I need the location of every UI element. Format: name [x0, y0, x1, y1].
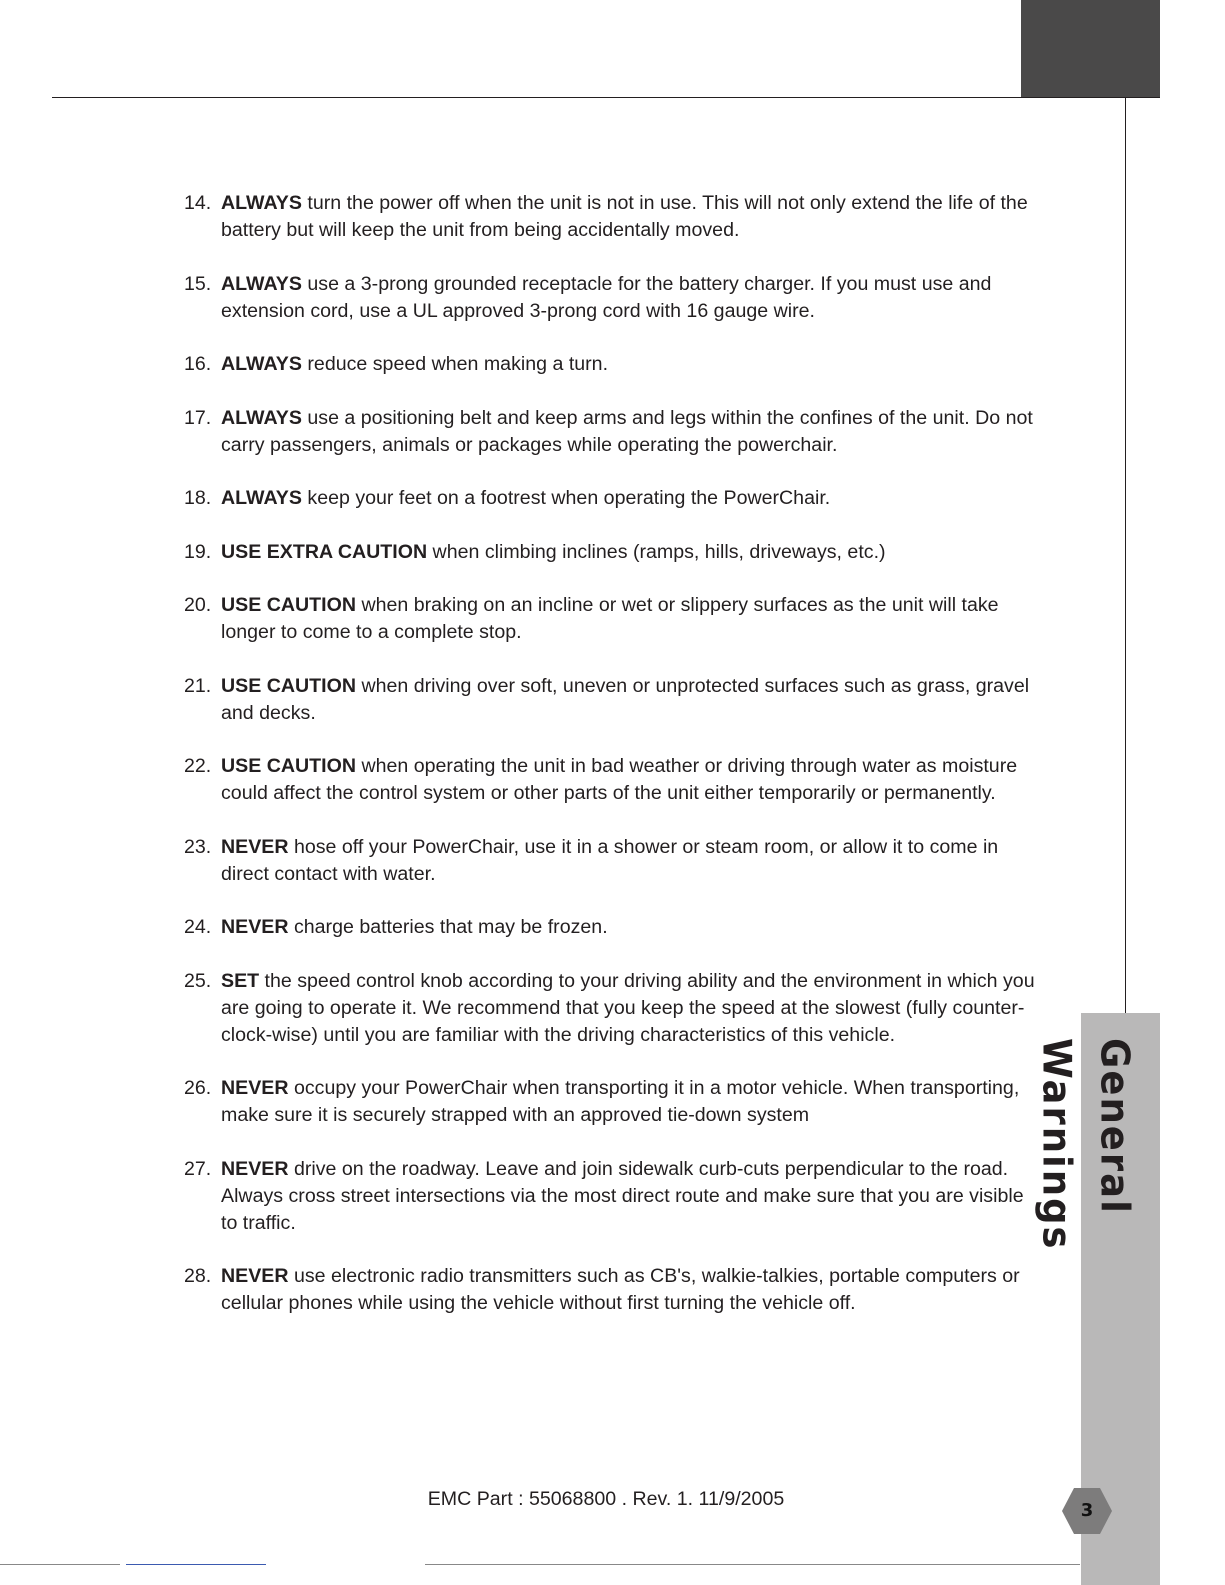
warning-item: 22. USE CAUTION when operating the unit in bad weather or driving through water as moisture could affect the control system or other parts of the unit either temporarily or permanently. [184, 755, 1018, 804]
warning-item: 23. NEVER hose off your PowerChair, use it in a shower or steam room, or allow it to come in direct contact with water. [184, 835, 999, 885]
page-number: 3 [1080, 1500, 1094, 1521]
header-corner-block [1021, 0, 1160, 98]
side-rule [1125, 98, 1126, 1013]
warning-item: 27. NEVER drive on the roadway. Leave and join sidewalk curb-cuts perpendicular to the road. Always cross street intersections via the most direct route and make sure that you are visible to traffic. [184, 1157, 1024, 1234]
warning-item: 15. ALWAYS use a 3-prong grounded receptacle for the battery charger. If you must use and extension cord, use a UL approved 3-prong cord with 16 gauge wire. [184, 272, 992, 322]
warning-item: 24. NEVER charge batteries that may be frozen. [184, 916, 608, 938]
warning-item: 18. ALWAYS keep your feet on a footrest when operating the PowerChair. [184, 487, 831, 509]
warning-item: 16. ALWAYS reduce speed when making a turn. [184, 353, 609, 375]
warning-item: 14. ALWAYS turn the power off when the unit is not in use. This will not only extend the life of the battery but will keep the unit from being accidentally moved. [184, 192, 1028, 241]
warnings-list [184, 190, 1044, 1344]
bottom-rule-right [425, 1564, 1080, 1565]
warning-item: 26. NEVER occupy your PowerChair when transporting it in a motor vehicle. When transporting, make sure it is securely strapped with an approved tie-down system [184, 1077, 1020, 1126]
header-rule [52, 97, 1160, 98]
warning-item: 19. USE EXTRA CAUTION when climbing inclines (ramps, hills, driveways, etc.) [184, 540, 886, 563]
warning-item: 28. NEVER use electronic radio transmitters such as CB's, walkie-talkies, portable computers or cellular phones while using the vehicle without first turning the vehicle off. [184, 1265, 1020, 1314]
warning-item: 21. USE CAUTION when driving over soft, uneven or unprotected surfaces such as grass, gravel and decks. [184, 674, 1030, 724]
warning-item: 17. ALWAYS use a positioning belt and keep arms and legs within the confines of the unit. Do not carry passengers, animals or packages while operating the powerchair. [184, 406, 1033, 456]
bottom-rule-left [0, 1564, 120, 1565]
bottom-rule-link [126, 1564, 266, 1565]
footer-part-number: EMC Part : 55068800 . Rev. 1. 11/9/2005 [427, 1488, 785, 1510]
warning-item: 25. SET the speed control knob according to your driving ability and the environment in which you are going to operate it. We recommend that you keep the speed at the slowest (fully counter-clock-wise) until you are familiar with the driving characteristics of this vehicle. [184, 969, 1035, 1046]
warning-item: 20. USE CAUTION when braking on an incline or wet or slippery surfaces as the unit will take longer to come to a complete stop. [184, 594, 999, 643]
section-title: General Warnings [1034, 1038, 1138, 1251]
